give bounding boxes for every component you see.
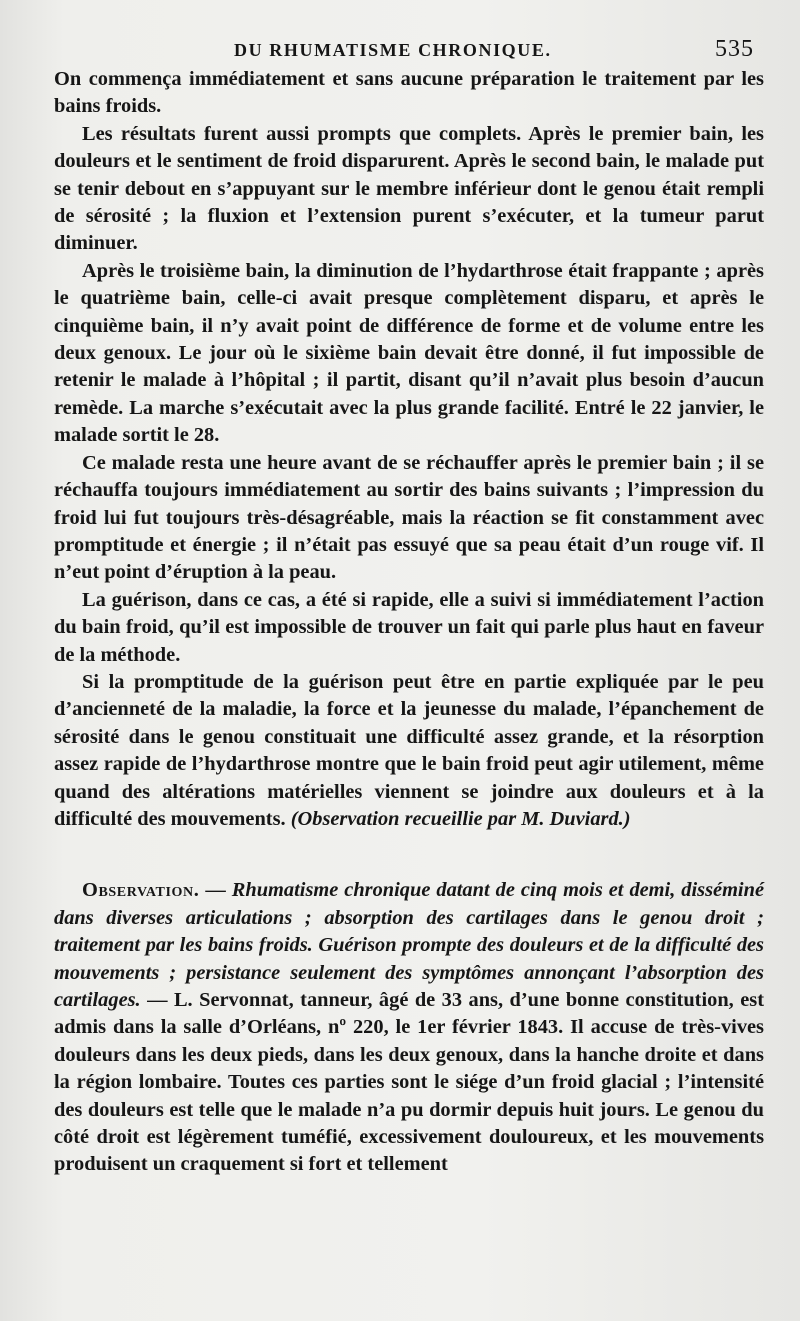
page-number: 535 bbox=[715, 36, 754, 62]
paragraph-5: La guérison, dans ce cas, a été si rapide, elle a suivi si immédiatement l’action du bain froid, qu’il est impossible de trouver un fait qui parle plus haut en faveur de la méthode. bbox=[54, 588, 764, 666]
paragraph-6-citation: (Observation recueillie par M. Duviard.) bbox=[290, 807, 631, 830]
paragraph-6 bbox=[54, 669, 764, 833]
observation-label: Observation. bbox=[82, 879, 200, 902]
observation-paragraph bbox=[54, 877, 764, 1178]
paragraph-2: Les résultats furent aussi prompts que complets. Après le premier bain, les douleurs et le sentiment de froid disparurent. Après le second bain, le malade put se tenir debout en s’appuyant sur le membre inférieur dont le genou était rempli de sérosité ; la fluxion et l’extension purent s’exécuter, et la tumeur parut diminuer. bbox=[54, 122, 764, 255]
paragraph-4: Ce malade resta une heure avant de se réchauffer après le premier bain ; il se réchauffa toujours immédiatement au sortir des bains suivants ; l’impression du froid lui fut toujours très-désagréable, mais la réaction se fit constamment avec promptitude et énergie ; il n’était pas essuyé que sa peau était d’un rouge vif. Il n’eut point d’éruption à la peau. bbox=[54, 451, 764, 584]
paragraph-3: Après le troisième bain, la diminution de l’hydarthrose était frappante ; après le quatrième bain, celle-ci avait presque complètement disparu, et après le cinquième bain, il n’y avait point de différence de forme et de volume entre les deux genoux. Le jour où le sixième bain devait être donné, il fut impossible de retenir le malade à l’hôpital ; il partit, disant qu’il n’avait plus besoin d’aucun remède. La marche s’exécutait avec la plus grande facilité. Entré le 22 janvier, le malade sortit le 28. bbox=[54, 259, 764, 447]
observation-title: Rhumatisme chronique datant de cinq mois et demi, disséminé dans diverses articulations ; absorption des cartilages dans le genou droit ; traitement par les bains froids. Guérison prompte des douleurs et de la difficulté des mouvements ; persistance seulement des symptômes annonçant l’absorption des cartilages. bbox=[54, 879, 764, 1011]
paragraph-1: On commença immédiatement et sans aucune préparation le traitement par les bains froids. bbox=[54, 68, 764, 118]
running-head-title: DU RHUMATISME CHRONIQUE. bbox=[234, 40, 552, 60]
paragraph-6-text: Si la promptitude de la guérison peut être en partie expliquée par le peu d’ancienneté de la maladie, la force et la jeunesse du malade, l’épanchement de sérosité dans le genou constituait une difficulté assez grande, et la résorption assez rapide de l’hydarthrose montre que le bain froid peut agir utilement, même quand des altérations matérielles viennent se joindre aux douleurs et à la difficulté des mouvements. bbox=[54, 670, 764, 830]
section-gap bbox=[54, 833, 764, 877]
running-head bbox=[54, 32, 764, 66]
observation-body: — L. Servonnat, tanneur, âgé de 33 ans, d’une bonne constitution, est admis dans la salle d’Orléans, nº 220, le 1er février 1843. Il accuse de très-vives douleurs dans les deux pieds, dans les deux genoux, dans la hanche droite et dans la région lombaire. Toutes ces parties sont le siége d’un froid glacial ; l’intensité des douleurs est telle que le malade n’a pu dormir depuis huit jours. Le genou du côté droit est légèrement tuméfié, excessivement douloureux, et les mouvements produisent un craquement si fort et tellement bbox=[54, 989, 764, 1176]
observation-dash: — bbox=[199, 879, 232, 902]
